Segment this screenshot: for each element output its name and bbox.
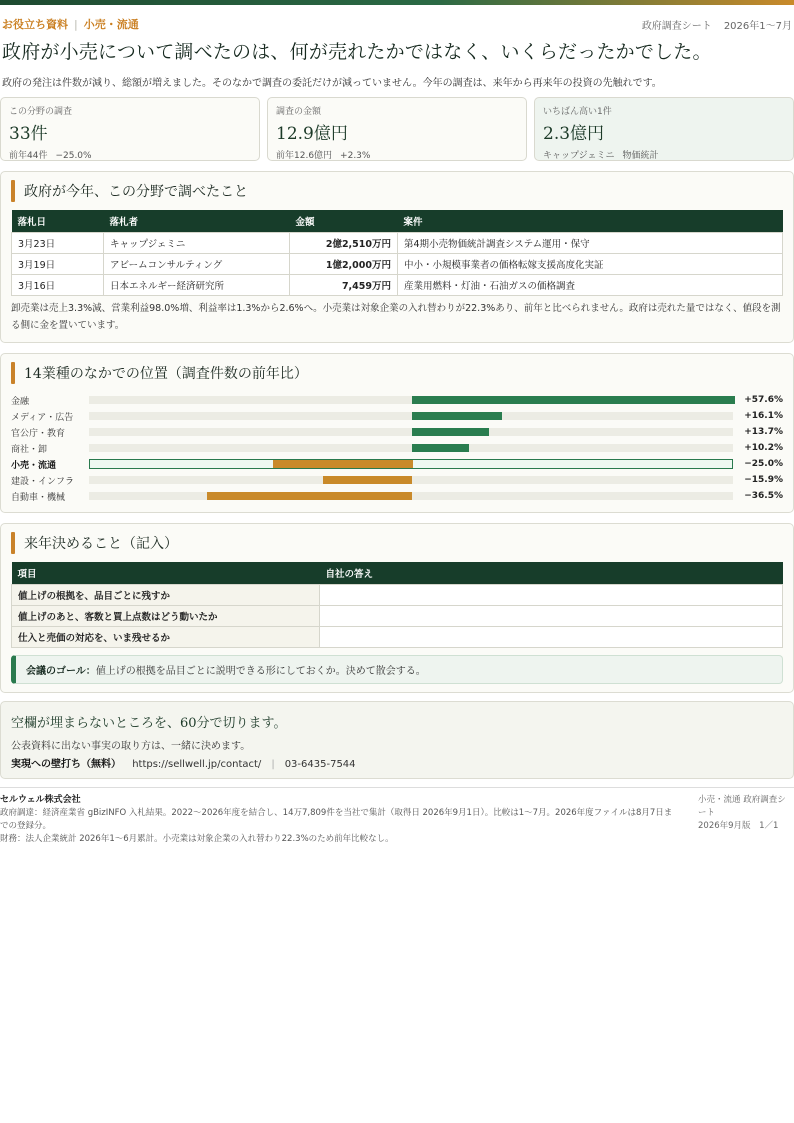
ranking-row <box>11 440 783 456</box>
cell-project: 第4期小売物価統計調査システム運用・保守 <box>398 233 783 254</box>
footer <box>0 787 794 846</box>
section-header <box>11 532 783 554</box>
lead-text: 政府の発注は件数が減り、総額が増えました。そのなかで調査の委託だけが減っていません。今年の調査は、来年から再来年の投資の先触れです。 <box>2 78 662 89</box>
plan-table <box>11 562 783 648</box>
kpi-label: 調査の金額 <box>276 107 322 117</box>
cell-project: 産業用燃料・灯油・石油ガスの価格調査 <box>398 275 783 296</box>
kpi-value: 33件 <box>9 124 48 144</box>
table-row <box>12 627 783 648</box>
awards-section <box>0 171 794 343</box>
ranking-track <box>89 412 733 420</box>
kicker-label: お役立ち資料 <box>2 18 68 31</box>
ranking-value: +16.1% <box>744 411 783 421</box>
section-title: 14業種のなかでの位置（調査件数の前年比） <box>24 366 308 382</box>
section-accent <box>11 180 15 202</box>
ranking-value: −25.0% <box>744 459 783 469</box>
kicker-category: 小売・流通 <box>83 18 139 31</box>
sheet-period: 2026年1〜7月 <box>723 20 792 32</box>
kpi-sub-change: −25.0% <box>55 151 92 161</box>
table-row <box>12 275 783 296</box>
ranking-value: −36.5% <box>744 491 783 501</box>
ranking-bar <box>412 396 735 404</box>
column-header: 項目 <box>12 562 320 585</box>
answer-field[interactable] <box>320 627 783 648</box>
ranking-label: 商社・卸 <box>11 444 48 455</box>
cta-sub: 公表資料に出ない事実の取り方は、一緒に決めます。 <box>11 741 251 752</box>
ranking-value: −15.9% <box>744 475 783 485</box>
ranking-row <box>11 456 783 472</box>
kpi-sub-prev: 前年12.6億円 <box>276 151 333 161</box>
ranking-bar <box>273 460 413 468</box>
plan-item: 仕入と売価の対応を、いま残せるか <box>12 627 320 648</box>
cta-title: 空欄が埋まらないところを、60分で切ります。 <box>11 716 287 731</box>
column-header: 金額 <box>290 210 398 233</box>
ranking-row <box>11 424 783 440</box>
kpi-label: この分野の調査 <box>9 107 73 117</box>
section-accent <box>11 532 15 554</box>
ranking-label: 自動車・機械 <box>11 492 66 503</box>
table-row <box>12 606 783 627</box>
cell-amount: 7,459万円 <box>290 275 398 296</box>
ranking-label: 建設・インフラ <box>11 476 75 487</box>
contact-phone[interactable]: 03-6435-7544 <box>284 759 356 770</box>
ranking-track <box>89 428 733 436</box>
cell-amount: 2億2,510万円 <box>290 233 398 254</box>
section-title: 来年決めること（記入） <box>24 536 178 552</box>
ranking-track <box>89 444 733 452</box>
section-title: 政府が今年、この分野で調べたこと <box>24 184 248 200</box>
answer-field[interactable] <box>320 606 783 627</box>
kpi-sub <box>276 148 518 161</box>
cell-date: 3月16日 <box>12 275 104 296</box>
table-header-row <box>12 210 783 233</box>
ranking-row <box>11 408 783 424</box>
kicker-divider: | <box>74 18 78 31</box>
ranking-row <box>11 472 783 488</box>
kpi-sub-change: +2.3% <box>340 151 371 161</box>
kpi-value: 2.3億円 <box>543 124 605 144</box>
cta-contact <box>11 755 783 770</box>
kpi-sub-winner: キャップジェミニ <box>543 151 615 161</box>
kpi-sub-prev: 前年44件 <box>9 151 48 161</box>
kpi-label: いちばん高い1件 <box>543 107 612 117</box>
ranking-track <box>89 459 733 469</box>
cell-project: 中小・小規模事業者の価格転嫁支援高度化実証 <box>398 254 783 275</box>
contact-divider: | <box>271 759 275 770</box>
ranking-row <box>11 392 783 408</box>
sheet-meta <box>642 17 792 32</box>
plan-section <box>0 523 794 693</box>
plan-item: 値上げのあと、客数と買上点数はどう動いたか <box>12 606 320 627</box>
footer-page: 1／1 <box>759 821 779 831</box>
plan-item: 値上げの根拠を、品目ごとに残すか <box>12 585 320 606</box>
footer-source: 政府調達：経済産業省 gBizINFO 入札結果。2022〜2026年度を結合し、14万7,809件を当社で集計（取得日 2026年9月1日）。比較は1〜7月。2026年度ファイルは8月7日までの登録分。 <box>0 808 673 831</box>
section-header <box>11 362 783 384</box>
sheet-name: 政府調査シート <box>641 20 712 32</box>
section-accent <box>11 362 15 384</box>
section-header <box>11 180 783 202</box>
cell-date: 3月19日 <box>12 254 104 275</box>
ranking-bar <box>323 476 412 484</box>
ranking-track <box>89 476 733 484</box>
ranking-label: 小売・流通 <box>11 460 57 471</box>
ranking-section <box>0 353 794 513</box>
table-row <box>12 233 783 254</box>
footer-source: 財務：法人企業統計 2026年1〜6月累計。小売業は対象企業の入れ替わり22.3%のため前年比較なし。 <box>0 834 394 844</box>
ranking-bar <box>412 444 469 452</box>
kpi-sub-topic: 物価統計 <box>622 151 659 161</box>
ranking-track <box>89 396 733 404</box>
cell-date: 3月23日 <box>12 233 104 254</box>
ranking-label: 金融 <box>11 396 30 407</box>
cell-winner: キャップジェミニ <box>104 233 290 254</box>
cta-offer: 実現への壁打ち（無料） <box>11 759 121 770</box>
ranking-value: +57.6% <box>744 395 783 405</box>
contact-link[interactable]: https://sellwell.jp/contact/ <box>132 759 262 770</box>
header <box>0 5 794 33</box>
ranking-bar <box>412 428 489 436</box>
column-header: 自社の答え <box>320 562 783 585</box>
footer-sources <box>0 794 680 846</box>
cell-winner: 日本エネルギー経済研究所 <box>104 275 290 296</box>
table-row <box>12 254 783 275</box>
cell-amount: 1億2,000万円 <box>290 254 398 275</box>
footer-doc-info <box>698 794 794 846</box>
footer-company: セルウェル株式会社 <box>0 795 81 805</box>
awards-note: 卸売業は売上3.3%減、営業利益98.0%増、利益率は1.3%から2.6%へ。小売業は対象企業の入れ替わりが22.3%あり、前年と比べられません。政府は売れた量ではなく、値段を測る側に金を置いています。 <box>11 303 781 331</box>
kicker <box>2 16 139 32</box>
kpi-card-top <box>534 97 794 161</box>
ranking-track <box>89 492 733 500</box>
table-header-row <box>12 562 783 585</box>
kpi-card-count <box>0 97 260 161</box>
kpi-value: 12.9億円 <box>276 124 348 144</box>
footer-doc-name: 小売・流通 政府調査シート <box>698 795 786 818</box>
awards-table <box>11 210 783 296</box>
cta-box <box>0 701 794 779</box>
goal-label: 会議のゴール： <box>26 666 96 677</box>
ranking-label: メディア・広告 <box>11 412 74 423</box>
footer-edition-date: 2026年9月版 <box>698 821 751 831</box>
ranking-bars <box>11 392 783 504</box>
meeting-goal <box>11 655 783 684</box>
ranking-value: +10.2% <box>744 443 783 453</box>
column-header: 落札日 <box>12 210 104 233</box>
table-row <box>12 585 783 606</box>
cell-winner: アビームコンサルティング <box>104 254 290 275</box>
answer-field[interactable] <box>320 585 783 606</box>
ranking-label: 官公庁・教育 <box>11 428 66 439</box>
kpi-card-amount <box>267 97 527 161</box>
footer-edition <box>698 820 794 833</box>
ranking-bar <box>412 412 502 420</box>
page-title: 政府が小売について調べたのは、何が売れたかではなく、いくらだったかでした。 <box>2 41 712 63</box>
ranking-bar <box>207 492 412 500</box>
kpi-sub <box>9 148 251 161</box>
ranking-value: +13.7% <box>744 427 783 437</box>
column-header: 案件 <box>398 210 783 233</box>
kpi-sub <box>543 148 785 161</box>
column-header: 落札者 <box>104 210 290 233</box>
ranking-row <box>11 488 783 504</box>
kpi-row <box>0 97 794 161</box>
goal-text: 値上げの根拠を品目ごとに説明できる形にしておくか。決めて散会する。 <box>95 666 426 677</box>
